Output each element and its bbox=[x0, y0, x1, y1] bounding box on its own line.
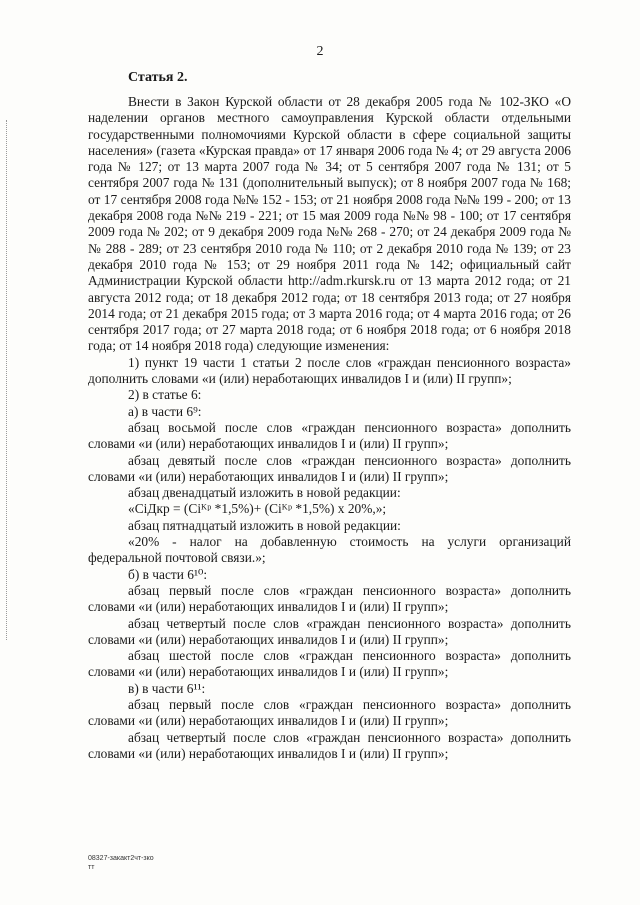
page-number: 2 bbox=[316, 44, 324, 59]
document-body bbox=[88, 94, 571, 762]
paragraph: абзац четвертый после слов «граждан пенсионного возраста» дополнить словами «и (или) неработающих инвалидов I и (или) II групп»; bbox=[88, 729, 571, 761]
paragraph: абзац пятнадцатый изложить в новой редакции: bbox=[128, 517, 401, 533]
article-heading: Статья 2. bbox=[128, 70, 188, 85]
paragraph: абзац восьмой после слов «граждан пенсионного возраста» дополнить словами «и (или) неработающих инвалидов I и (или) II групп»; bbox=[88, 419, 571, 452]
paragraph: абзац девятый после слов «граждан пенсионного возраста» дополнить словами «и (или) неработающих инвалидов I и (или) II групп»; bbox=[88, 452, 571, 484]
formula-paragraph: «CiДкр = (Ciᴷᵖ *1,5%)+ (Ciᴷᵖ *1,5%) х 20%,»; bbox=[128, 501, 387, 517]
paragraph: абзац четвертый после слов «граждан пенсионного возраста» дополнить словами «и (или) неработающих инвалидов I и (или) II групп»; bbox=[88, 615, 571, 647]
document-footer bbox=[88, 854, 154, 872]
paragraph: Внести в Закон Курской области от 28 декабря 2005 года № 102-ЗКО «О наделении органов местного самоуправления Курской области отдельными государственными полномочиями Курской области в сфере социальной защиты населения» (газета «Курская правда» от 17 января 2006 года № 4; от 29 августа 2006 года № 127; от 13 марта 2007 года № 34; от 5 сентября 2007 года № 131; от 5 сентября 2007 года № 131 (дополнительный выпуск); от 8 ноября 2007 года № 168; от 17 сентября 2008 года №№ 152 - 153; от 21 ноября 2008 года №№ 199 - 200; от 13 декабря 2008 года №№ 219 - 221; от 15 мая 2009 года №№ 98 - 100; от 17 сентября 2009 года № 202; от 9 декабря 2009 года №№ 268 - 270; от 24 декабря 2009 года №№ 288 - 289; от 23 сентября 2010 года № 110; от 2 декабря 2010 года № 139; от 23 декабря 2010 года № 153; от 29 ноября 2011 года № 142; официальный сайт Администрации Курской области http://adm.rkursk.ru от 13 марта 2012 года; от 21 августа 2012 года; от 18 декабря 2012 года; от 18 сентября 2013 года; от 27 ноября 2014 года; от 21 декабря 2015 года; от 3 марта 2016 года; от 4 марта 2016 года; от 26 сентября 2017 года; от 27 марта 2018 года; от 6 ноября 2018 года; от 6 ноября 2018 года; от 14 ноября 2018 года) следующие изменения: bbox=[88, 94, 571, 354]
paragraph: абзац первый после слов «граждан пенсионного возраста» дополнить словами «и (или) неработающих инвалидов I и (или) II групп»; bbox=[88, 696, 571, 729]
paragraph: 2) в статье 6: bbox=[128, 387, 202, 403]
paragraph: абзац двенадцатый изложить в новой редакции: bbox=[128, 485, 401, 501]
paragraph: абзац первый после слов «граждан пенсионного возраста» дополнить словами «и (или) неработающих инвалидов I и (или) II групп»; bbox=[88, 582, 571, 615]
paragraph: б) в части 6¹⁰: bbox=[128, 566, 208, 582]
paragraph: а) в части 6⁹: bbox=[128, 403, 202, 419]
paragraph: в) в части 6¹¹: bbox=[128, 680, 206, 696]
scan-edge-mark bbox=[6, 120, 8, 640]
paragraph: абзац шестой после слов «граждан пенсионного возраста» дополнить словами «и (или) неработающих инвалидов I и (или) II групп»; bbox=[88, 648, 571, 680]
footer-code: 08327-закакт2чт-зко bbox=[88, 855, 154, 862]
footer-initials: тт bbox=[88, 864, 95, 871]
paragraph: «20% - налог на добавленную стоимость на услуги организаций федеральной почтовой связи.»; bbox=[88, 534, 571, 566]
paragraph: 1) пункт 19 части 1 статьи 2 после слов «граждан пенсионного возраста» дополнить словами «и (или) неработающих инвалидов I и (или) II групп»; bbox=[88, 354, 571, 387]
